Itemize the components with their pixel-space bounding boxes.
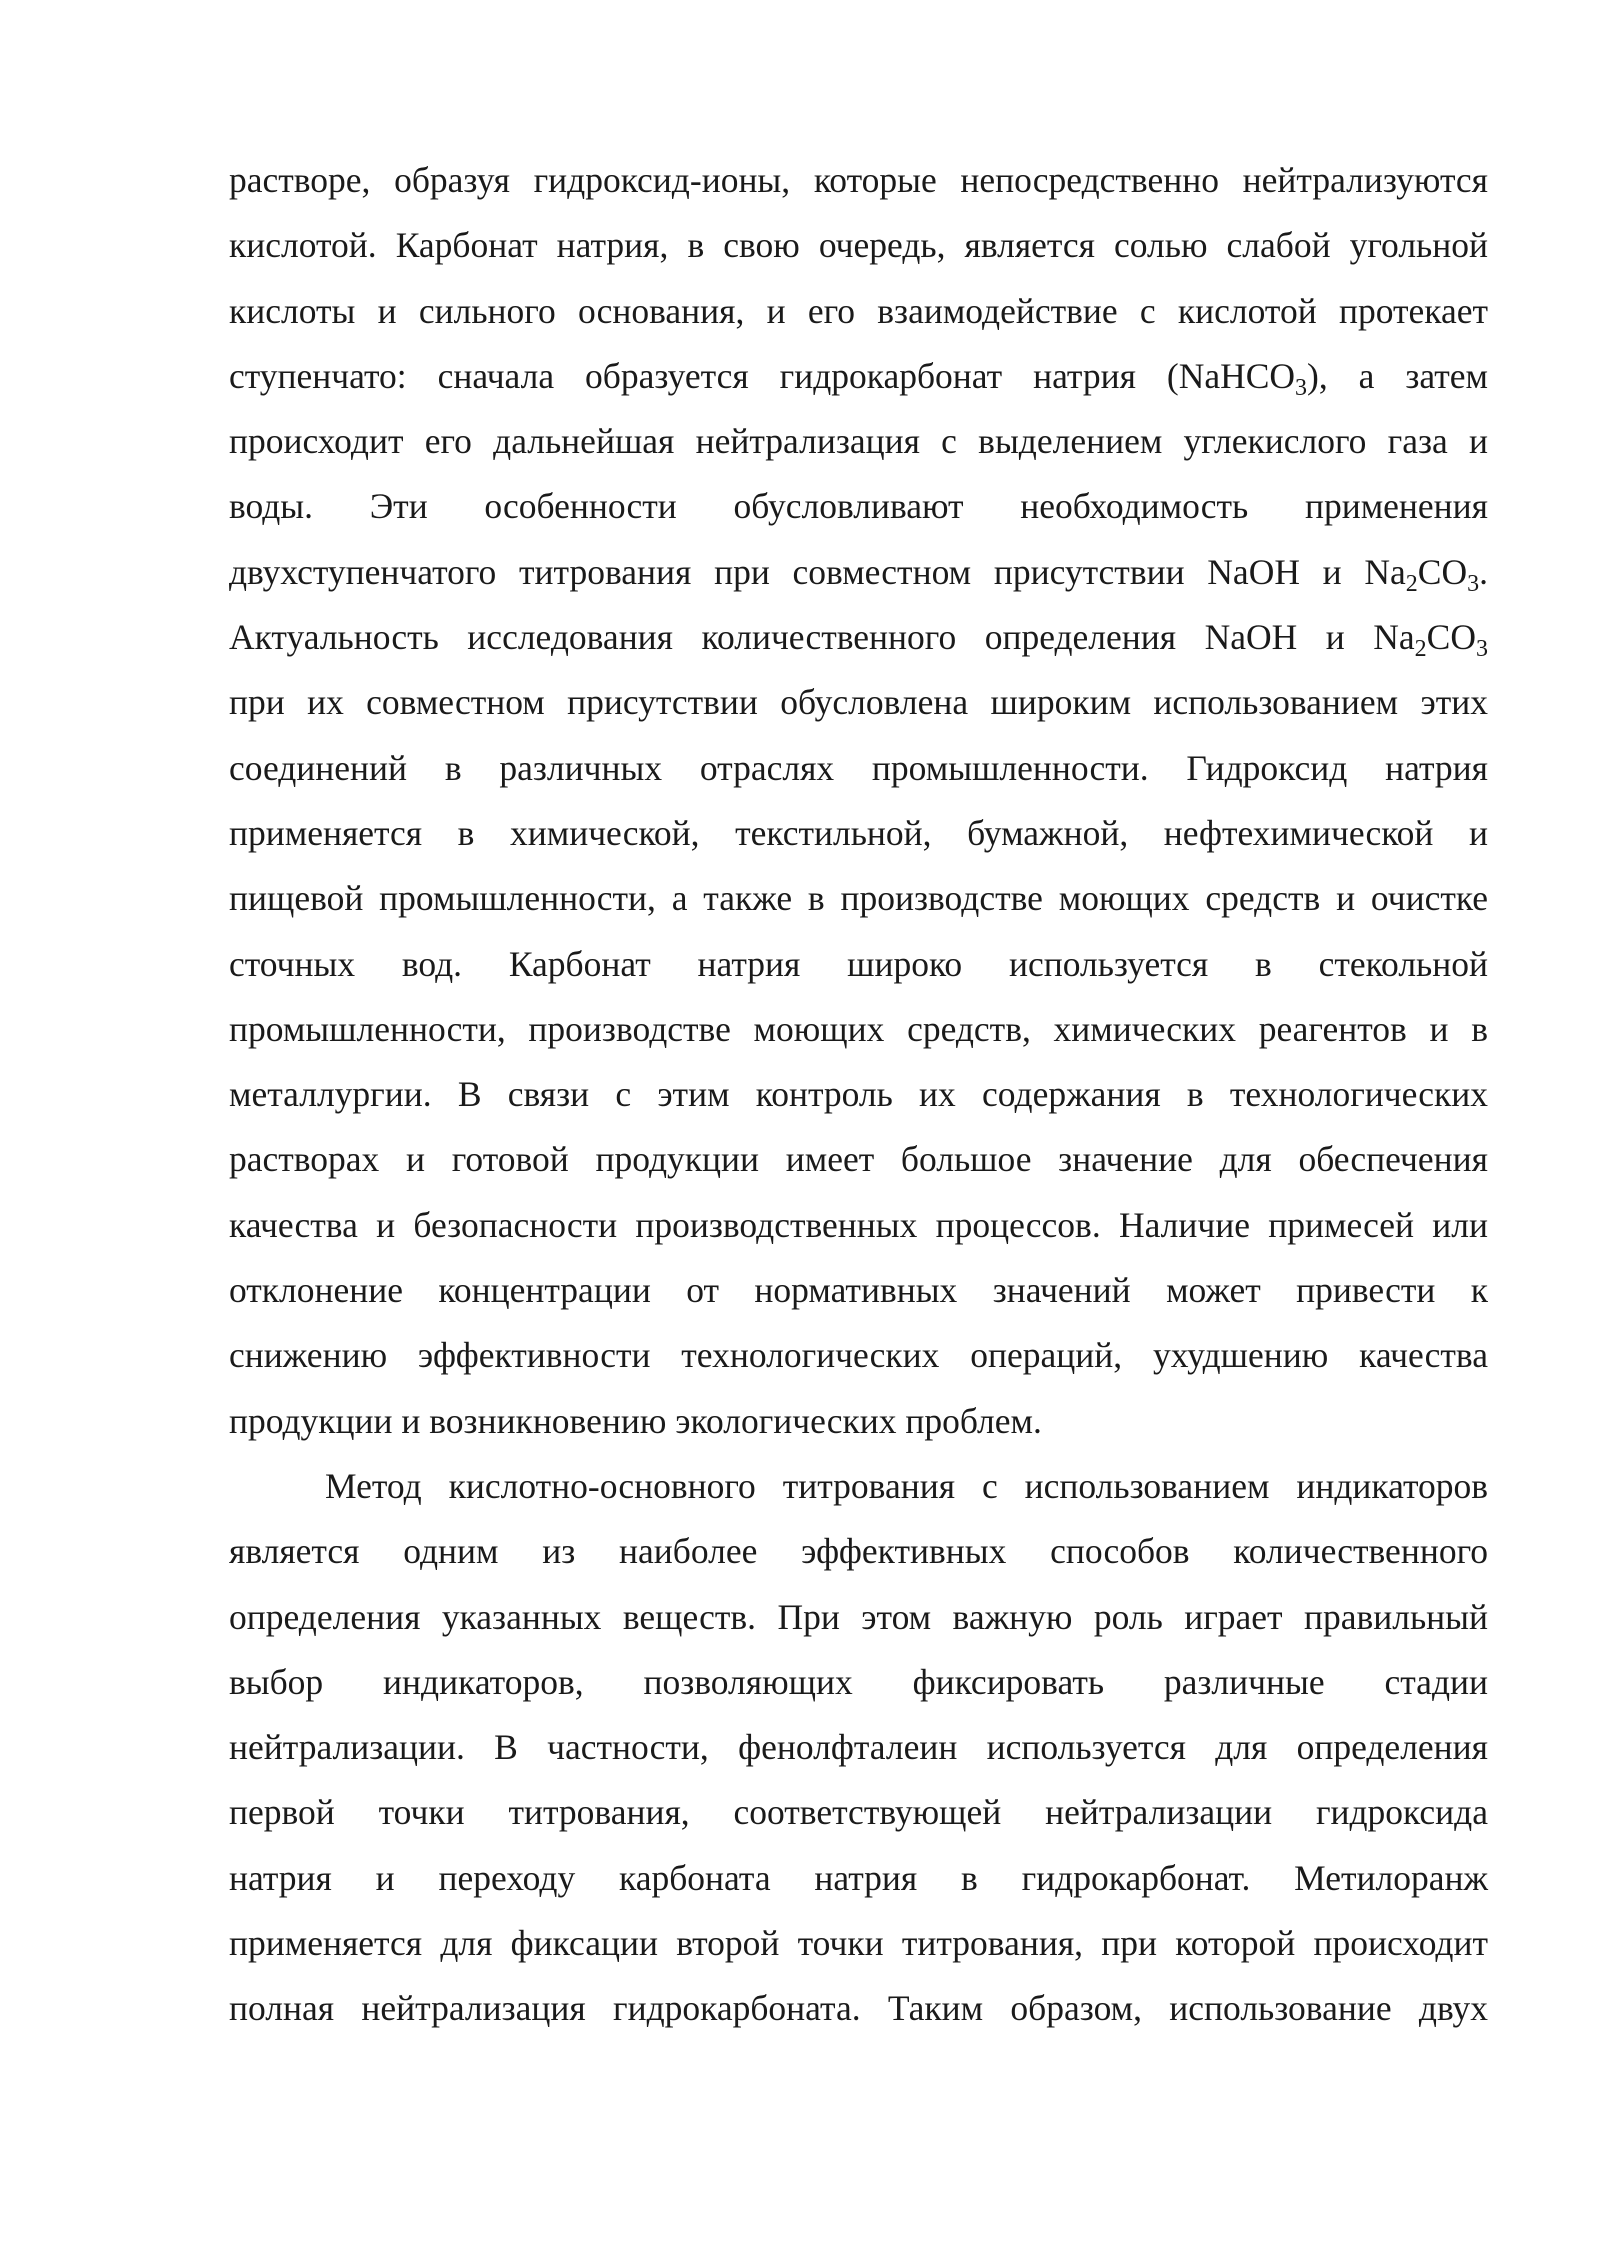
subscript: 2: [1405, 570, 1418, 597]
text-line: соединений в различных отраслях промышленности. Гидроксид натрия: [229, 747, 1488, 788]
paragraph-2: [229, 1454, 1488, 2042]
text-line: применяется для фиксации второй точки титрования, при которой происходит: [229, 1923, 1488, 1964]
text-line: растворе, образуя гидроксид-ионы, которые непосредственно нейтрализуются: [229, 160, 1488, 200]
subscript: 3: [1476, 636, 1488, 663]
text-line: при их совместном присутствии обусловлена широким использованием этих: [229, 682, 1488, 723]
subscript: 2: [1414, 636, 1427, 663]
text-line: определения указанных веществ. При этом важную роль играет правильный: [229, 1596, 1488, 1637]
text-line: пищевой промышленности, а также в производстве моющих средств и очистке: [229, 878, 1488, 919]
subscript: 3: [1295, 374, 1308, 401]
text-line: первой точки титрования, соответствующей нейтрализации гидроксида: [229, 1792, 1488, 1833]
text-line: выбор индикаторов, позволяющих фиксировать различные стадии: [229, 1661, 1488, 1702]
text-line: металлургии. В связи с этим контроль их содержания в технологических: [229, 1074, 1488, 1115]
text-line: Актуальность исследования количественного определения NaOH и $Na_2CO_3$: [229, 617, 1488, 663]
text-line: кислоты и сильного основания, и его взаимодействие с кислотой протекает: [229, 290, 1488, 331]
text-line: качества и безопасности производственных процессов. Наличие примесей или: [229, 1204, 1488, 1245]
text-line: растворах и готовой продукции имеет большое значение для обеспечения: [229, 1139, 1488, 1180]
subscript: 3: [1467, 570, 1480, 597]
paragraph-1: [229, 148, 1488, 1454]
text-line: происходит его дальнейшая нейтрализация с выделением углекислого газа и: [229, 421, 1488, 462]
text-line: двухступенчатого титрования при совместном присутствии NaOH и $Na_2CO_3$.: [229, 551, 1488, 597]
text-line: является одним из наиболее эффективных способов количественного: [229, 1531, 1488, 1572]
text-line: промышленности, производстве моющих средств, химических реагентов и в: [229, 1008, 1488, 1049]
text-line: продукции и возникновению экологических проблем.: [229, 1400, 1042, 1441]
text-line: применяется в химической, текстильной, бумажной, нефтехимической и: [229, 812, 1488, 853]
text-line: ступенчато: сначала образуется гидрокарбонат натрия (NaHCO$_3$), а затем: [229, 355, 1488, 401]
text-line: Метод кислотно-основного титрования с использованием индикаторов: [325, 1465, 1488, 1506]
text-line: нейтрализации. В частности, фенолфталеин используется для определения: [229, 1727, 1488, 1768]
text-line: полная нейтрализация гидрокарбоната. Таким образом, использование двух: [229, 1988, 1488, 2029]
text-line: натрия и переходу карбоната натрия в гидрокарбонат. Метилоранж: [229, 1857, 1488, 1898]
text-line: сточных вод. Карбонат натрия широко используется в стекольной: [229, 943, 1488, 984]
body-text: [229, 148, 1488, 2042]
text-line: воды. Эти особенности обусловливают необходимость применения: [229, 486, 1488, 527]
text-line: снижению эффективности технологических операций, ухудшению качества: [229, 1335, 1488, 1376]
text-line: кислотой. Карбонат натрия, в свою очередь, является солью слабой угольной: [229, 225, 1488, 266]
text-line: отклонение концентрации от нормативных значений может привести к: [229, 1270, 1488, 1311]
